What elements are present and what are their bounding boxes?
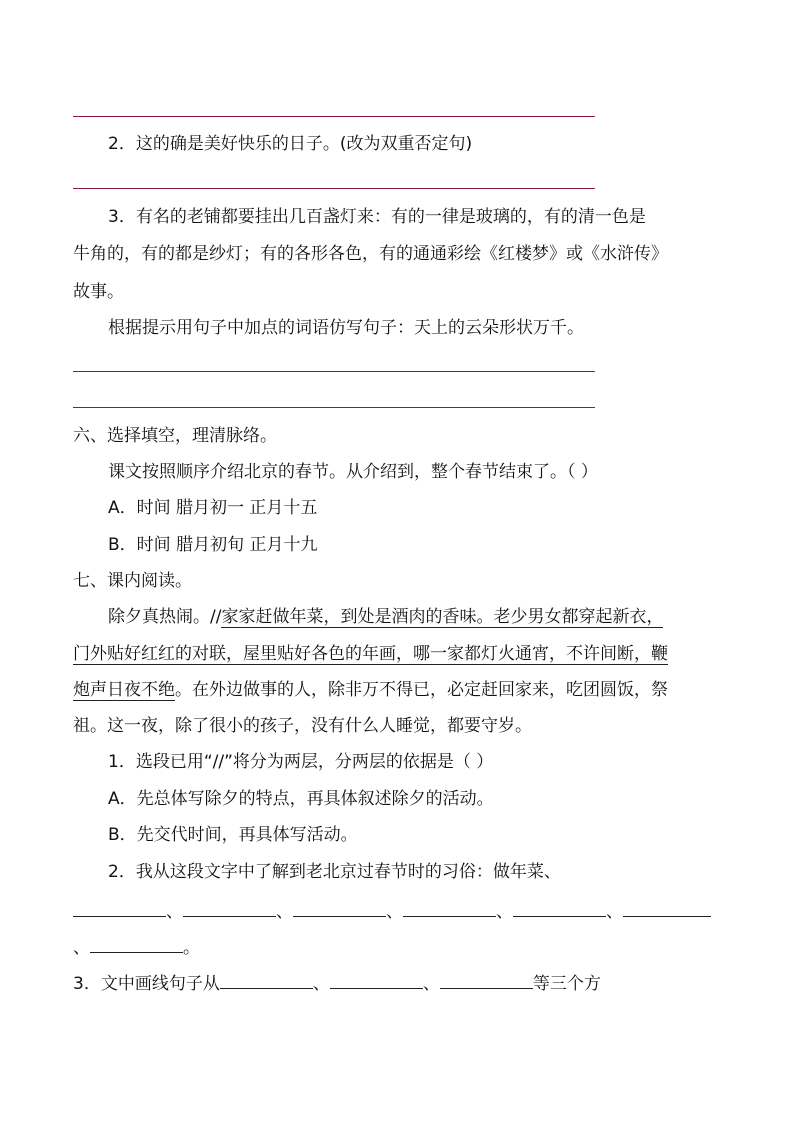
- answer-blank[interactable]: [623, 898, 711, 917]
- question-3-text: 3．文中画线句子从: [73, 974, 220, 994]
- answer-blank[interactable]: [330, 970, 423, 989]
- separator: 、: [312, 974, 330, 994]
- separator: 、: [73, 938, 90, 958]
- period: 。: [183, 938, 200, 958]
- section-7-question-3: [73, 970, 601, 996]
- answer-blank[interactable]: [90, 934, 183, 953]
- answer-blank[interactable]: [293, 898, 386, 917]
- passage-line-3: [73, 678, 668, 702]
- answer-blank[interactable]: [513, 898, 606, 917]
- blanks-row-2: [73, 934, 200, 960]
- question-2-text: 2．这的确是美好快乐的日子。(改为双重否定句): [108, 134, 473, 154]
- answer-blank[interactable]: [403, 898, 496, 917]
- section-6-question: 课文按照顺序介绍北京的春节。从介绍到，整个春节结束了。（ ）: [108, 462, 598, 482]
- section-6-option-b: B．时间 腊月初旬 正月十九: [108, 535, 318, 555]
- question-3-line-3: 故事。: [73, 282, 124, 302]
- passage-line-4: 祖。这一夜，除了很小的孩子，没有什么人睡觉，都要守岁。: [73, 716, 532, 736]
- section-7-heading: 七、课内阅读。: [73, 571, 192, 591]
- separator: 、: [276, 902, 293, 922]
- passage-text: 。在外边做事的人，除非万不得已，必定赶回家来，吃团圆饭，祭: [175, 680, 668, 700]
- underlined-sentence: 炮声日夜不绝: [73, 680, 175, 700]
- underlined-sentence: 家家赶做年菜，到处是酒肉的香味。老少男女都穿起新衣，: [221, 607, 664, 627]
- separator: 、: [166, 902, 183, 922]
- answer-line: [73, 188, 595, 189]
- section-7-question-1-option-b: B．先交代时间，再具体写活动。: [108, 825, 358, 845]
- answer-line: [73, 371, 595, 372]
- section-7-question-1: 1．选段已用“//”将分为两层，分两层的依据是（ ）: [108, 752, 494, 772]
- section-6-heading: 六、选择填空，理清脉络。: [73, 426, 277, 446]
- answer-blank[interactable]: [73, 898, 166, 917]
- question-3-instruction: 根据提示用句子中加点的词语仿写句子：天上的云朵形状万千。: [108, 318, 584, 338]
- section-7-question-1-option-a: A．先总体写除夕的特点，再具体叙述除夕的活动。: [108, 789, 494, 809]
- question-3-text-end: 等三个方: [532, 974, 601, 994]
- separator: 、: [606, 902, 623, 922]
- passage-line-1: [108, 605, 663, 629]
- separator: 、: [386, 902, 403, 922]
- separator: 、: [496, 902, 513, 922]
- underlined-sentence: 门外贴好红红的对联，屋里贴好各色的年画，哪一家都灯火通宵，不许间断，鞭: [73, 644, 668, 664]
- question-3-line-2: 牛角的，有的都是纱灯；有的各形各色，有的通通彩绘《红楼梦》或《水浒传》: [73, 244, 668, 264]
- separator: 、: [422, 974, 440, 994]
- passage-line-2: [73, 642, 668, 666]
- answer-line: [73, 407, 595, 408]
- passage-text: 除夕真热闹。//: [108, 607, 222, 627]
- section-6-option-a: A．时间 腊月初一 正月十五: [108, 498, 318, 518]
- answer-line: [73, 116, 595, 117]
- answer-blank[interactable]: [220, 970, 313, 989]
- section-7-question-2: 2．我从这段文字中了解到老北京过春节时的习俗：做年菜、: [108, 862, 561, 882]
- blanks-row-1: [73, 898, 711, 924]
- answer-blank[interactable]: [440, 970, 533, 989]
- question-3-line-1: 3．有名的老铺都要挂出几百盏灯来：有的一律是玻璃的，有的清一色是: [108, 207, 646, 227]
- answer-blank[interactable]: [183, 898, 276, 917]
